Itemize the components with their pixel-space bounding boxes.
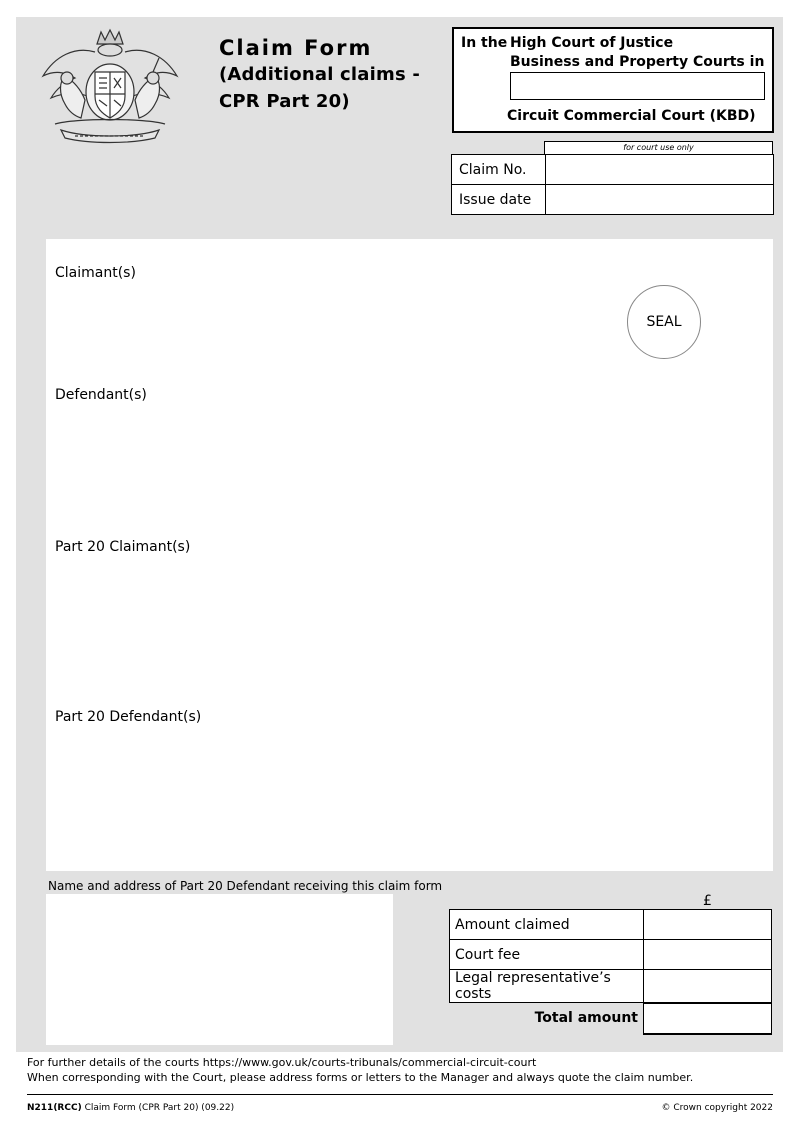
part20-claimants-label: Part 20 Claimant(s) <box>55 539 191 555</box>
court-fee-label: Court fee <box>450 940 644 970</box>
footer-court-details: For further details of the courts https://www.gov.uk/courts-tribunals/commercial-circuit-court <box>27 1056 537 1069</box>
claimants-label: Claimant(s) <box>55 265 136 281</box>
issue-date-label: Issue date <box>452 185 546 215</box>
court-line-high-court: High Court of Justice <box>510 35 674 51</box>
royal-coat-of-arms-icon <box>35 26 185 144</box>
form-subtitle-line2: CPR Part 20) <box>219 91 350 112</box>
form-subtitle-line1: (Additional claims - <box>219 64 420 85</box>
amount-claimed-row <box>450 910 772 940</box>
footer-copyright: © Crown copyright 2022 <box>661 1103 773 1113</box>
part20-defendant-address-label: Name and address of Part 20 Defendant receiving this claim form <box>48 879 443 893</box>
footer-divider <box>27 1094 773 1095</box>
claim-number-field[interactable] <box>546 155 774 185</box>
claim-number-row <box>452 155 774 185</box>
currency-symbol: £ <box>703 893 712 909</box>
amounts-table <box>449 909 772 1035</box>
part20-defendants-label: Part 20 Defendant(s) <box>55 709 202 725</box>
defendants-label: Defendant(s) <box>55 387 147 403</box>
court-prefix: In the <box>461 35 508 51</box>
issue-date-row <box>452 185 774 215</box>
total-amount-label: Total amount <box>534 1010 638 1027</box>
legal-costs-label: Legal representative’s costs <box>450 970 644 1003</box>
court-fee-row <box>450 940 772 970</box>
court-line-business-property: Business and Property Courts in <box>510 54 765 70</box>
seal-stamp-area: SEAL <box>627 285 701 359</box>
claim-number-label: Claim No. <box>452 155 546 185</box>
form-code: N211(RCC) <box>27 1103 82 1113</box>
court-fee-field[interactable] <box>644 940 772 970</box>
legal-costs-row <box>450 970 772 1003</box>
amount-claimed-field[interactable] <box>644 910 772 940</box>
court-name-box <box>452 27 774 133</box>
issue-date-field[interactable] <box>546 185 774 215</box>
part20-defendant-address-field[interactable] <box>46 894 393 1045</box>
court-use-table <box>451 154 774 215</box>
form-name: Claim Form (CPR Part 20) (09.22) <box>84 1103 235 1113</box>
footer-correspondence-note: When corresponding with the Court, please address forms or letters to the Manager and always quote the claim number. <box>27 1071 694 1084</box>
total-amount-row <box>450 1003 772 1034</box>
court-line-circuit-commercial: Circuit Commercial Court (KBD) <box>507 108 756 124</box>
footer-form-reference <box>27 1103 234 1113</box>
form-title: Claim Form <box>219 36 373 60</box>
legal-costs-field[interactable] <box>644 970 772 1003</box>
total-amount-field[interactable] <box>644 1003 772 1034</box>
court-use-only-caption: for court use only <box>544 141 773 154</box>
court-location-input[interactable] <box>510 72 765 100</box>
amount-claimed-label: Amount claimed <box>450 910 644 940</box>
